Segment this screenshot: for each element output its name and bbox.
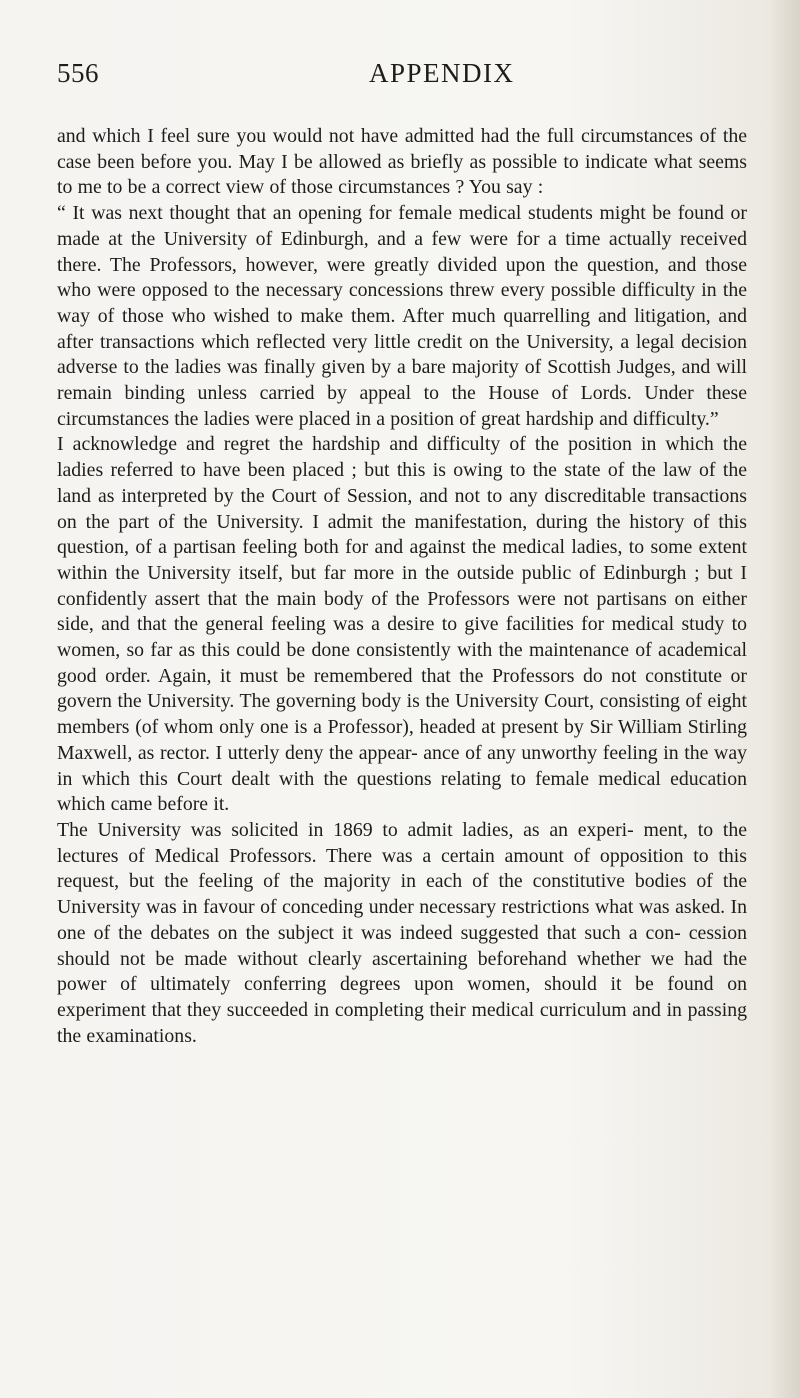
paragraph-history: The University was solicited in 1869 to admit ladies, as an experi- ment, to the lectures of Medical Professors. There was a certain amount of opposition to this request, but the feeling of the majority in each of the constitutive bodies of the University was in favour of conceding under necessary restrictions what was asked. In one of the debates on the subject it was indeed suggested that such a con- cession should not be made without clearly ascertaining beforehand whether we had the power of ultimately conferring degrees upon women, should it be found on experiment that they succeeded in completing their medical curriculum and in passing the examinations. xyxy=(57,818,747,1047)
paragraph-intro: and which I feel sure you would not have admitted had the full circumstances of the case been before you. May I be allowed as briefly as possible to indicate what seems to me to be a correct view of those circumstances ? You say : xyxy=(57,125,747,199)
running-head: APPENDIX xyxy=(369,58,515,88)
page-header xyxy=(57,58,747,98)
body-text xyxy=(57,124,747,1049)
paragraph-quotation: “ It was next thought that an opening for female medical students might be found or made at the University of Edinburgh, and a few were for a time actually received there. The Professors, however, were greatly divided upon the question, and those who were opposed to the necessary concessions threw every possible difficulty in the way of those who wished to make them. After much quarrelling and litigation, and after transactions which reflected very little credit on the University, a legal decision adverse to the ladies was finally given by a bare majority of Scottish Judges, and will remain binding unless carried by appeal to the House of Lords. Under these circumstances the ladies were placed in a position of great hardship and difficulty.” xyxy=(57,202,747,430)
paragraph-response: I acknowledge and regret the hardship and difficulty of the position in which the ladies referred to have been placed ; but this is owing to the state of the law of the land as interpreted by the Court of Session, and not to any discreditable transactions on the part of the University. I admit the manifestation, during the history of this question, of a partisan feeling both for and against the medical ladies, to some extent within the University itself, but far more in the outside public of Edinburgh ; but I confidently assert that the main body of the Professors were not partisans on either side, and that the general feeling was a desire to give facilities for medical study to women, so far as this could be done consistently with the maintenance of academical good order. Again, it must be remembered that the Professors do not constitute or govern the University. The governing body is the University Court, consisting of eight members (of whom only one is a Professor), headed at present by Sir William Stirling Maxwell, as rector. I utterly deny the appear- ance of any unworthy feeling in the way in which this Court dealt with the questions relating to female medical education which came before it. xyxy=(57,433,747,816)
page-number: 556 xyxy=(57,58,99,88)
